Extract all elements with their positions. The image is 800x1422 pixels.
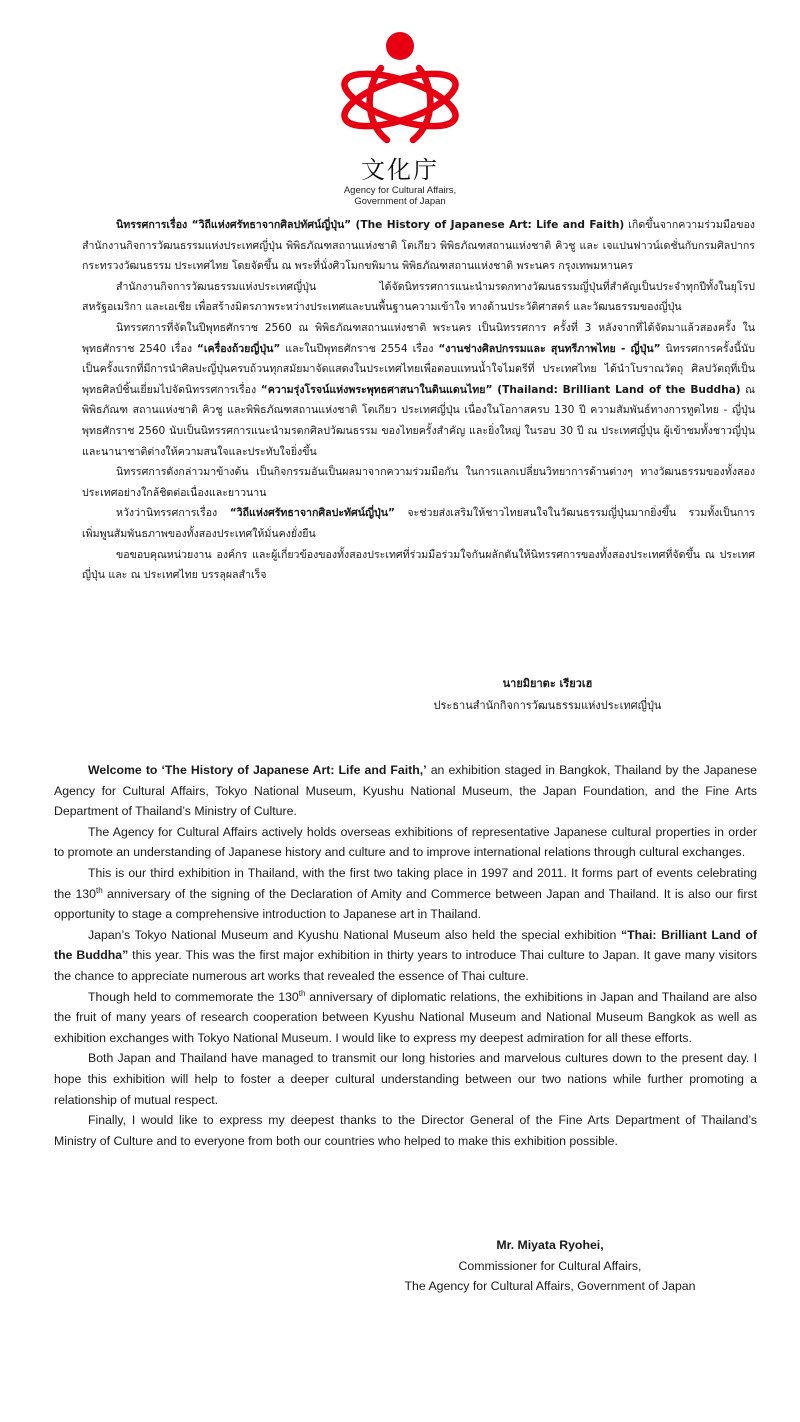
thai-paragraph-5 bbox=[82, 503, 755, 544]
thai-signature-title: ประธานสำนักกิจการวัฒนธรรมแห่งประเทศญี่ปุ่น bbox=[433, 699, 662, 712]
thai-bold-text: “เครื่องถ้วยญี่ปุ่น” bbox=[196, 342, 281, 355]
agency-logo bbox=[300, 28, 500, 207]
english-text: This is our third exhibition in Thailand, with the first two taking place in 1997 and 2011. It forms part of events celebrating the 130 bbox=[54, 865, 757, 901]
english-signature-title-1: Commissioner for Cultural Affairs, bbox=[458, 1258, 642, 1273]
english-message bbox=[54, 760, 757, 1151]
english-paragraph-1 bbox=[54, 760, 757, 822]
thai-text: หวังว่านิทรรศการเรื่อง bbox=[116, 507, 230, 520]
english-paragraph-3 bbox=[54, 863, 757, 925]
english-bold-title: Welcome to ‘The History of Japanese Art: Life and Faith,’ bbox=[88, 763, 427, 777]
thai-text: นิทรรศการครั้งนี้นับเป็นครั้งแรกที่มีการนำศิลปะญี่ปุ่นครบถ้วนทุกสมัยมาจัดแสดงในประเทศไทยเพื่อตอบแทนน้ำใจไมตรีที่ ประเทศไทย ได้นำโบราณวัตถุ ศิลปวัตถุที่เป็นพุทธศิลป์ชิ้นเยี่ยมไปจัดนิทรรศการเรื่อง bbox=[82, 342, 755, 396]
english-paragraph-7: Finally, I would like to express my deepest thanks to the Director General of the Fine Arts Department of Thailand’s Ministry of Culture and to everyone from both our countries who helped to make this exhibition possible. bbox=[54, 1113, 757, 1148]
logo-english-line2: Government of Japan bbox=[354, 196, 446, 207]
thai-bold-text: “วิถีแห่งศรัทธาจากศิลปะทัศน์ญี่ปุ่น” bbox=[229, 507, 395, 520]
thai-paragraph-3 bbox=[82, 318, 755, 462]
thai-text: ณ พิพิธภัณฑ สถานแห่งชาติ คิวชู และพิพิธภัณฑสถานแห่งชาติ โตเกียว ประเทศญี่ปุ่น เนื่องในโอกาสครบ 130 ปี ความสัมพันธ์ทางการทูตไทย - ญี่ปุ่น พุทธศักราช 2560 นับเป็นนิทรรศการแนะนำมรดกศิลปวัฒนธรรม ของไทยครั้งสำคัญ และยิ่งใหญ่ ในรอบ 30 ปี ณ ประเทศญี่ปุ่น ผู้เข้าชมทั้งชาวญี่ปุ่นและนานาชาติต่างให้ความสนใจและประทับใจยิ่งขึ้น bbox=[82, 383, 756, 458]
thai-paragraph-1 bbox=[82, 215, 755, 277]
english-paragraph-5 bbox=[54, 987, 757, 1049]
english-paragraph-4 bbox=[54, 925, 757, 987]
thai-bold-text: “ความรุ่งโรจน์แห่งพระพุทธศาสนาในดินแดนไทย” (Thailand: Brilliant Land of the Buddha) bbox=[260, 383, 741, 396]
thai-bold-title: นิทรรศการเรื่อง “วิถีแห่งศรัทธาจากศิลปทัศน์ญี่ปุ่น” (The History of Japanese Art: Life and Faith) bbox=[116, 219, 625, 231]
thai-signature bbox=[400, 673, 695, 717]
logo-english-line1: Agency for Cultural Affairs, bbox=[343, 185, 457, 196]
logo-kanji-text: 文化庁 bbox=[361, 156, 439, 184]
thai-text: เกิดขึ้นจากความร่วมมือของสำนักงานกิจการวัฒนธรรมแห่งประเทศญี่ปุ่น พิพิธภัณฑสถานแห่งชาติ โตเกียว พิพิธภัณฑสถานแห่งชาติ คิวชู และ เจแปนฟาวน์เดชั่นกับกรมศิลปากร กระทรวงวัฒนธรรม ประเทศไทย โดยจัดขึ้น ณ พระที่นั่งศิวโมกขพิมาน พิพิธภัณฑสถานแห่งชาติ พระนคร กรุงเทพมหานคร bbox=[82, 219, 755, 273]
english-text: Japan’s Tokyo National Museum and Kyushu National Museum also held the special exhibition bbox=[88, 927, 621, 942]
thai-text: จะช่วยส่งเสริมให้ชาวไทยสนใจในวัฒนธรรมญี่ปุ่นมากยิ่งขึ้น รวมทั้งเป็นการเพิ่มพูนสัมพันธภาพของทั้งสองประเทศให้มั่นคงยั่งยืน bbox=[82, 507, 755, 540]
english-paragraph-6: Both Japan and Thailand have managed to transmit our long histories and marvelous cultures down to the present day. I hope this exhibition will help to foster a deeper cultural understanding between our two nations while further promoting a relationship of mutual respect. bbox=[54, 1051, 757, 1107]
thai-signature-name: นายมิยาตะ เรียวเฮ bbox=[502, 677, 593, 690]
english-signature-name: Mr. Miyata Ryohei, bbox=[496, 1238, 604, 1252]
english-text: Though held to commemorate the 130 bbox=[88, 989, 299, 1004]
english-text: anniversary of the signing of the Declaration of Amity and Commerce between Japan and Thailand. It is also our first opportunity to stage a comprehensive introduction to Japanese art in Thailand. bbox=[54, 886, 758, 922]
thai-text: และในปีพุทธศักราช 2554 เรื่อง bbox=[280, 342, 439, 355]
ordinal-suffix: th bbox=[298, 988, 306, 998]
thai-bold-text: “งานช่างศิลปกรรมและ สุนทรีภาพไทย - ญี่ปุ่น” bbox=[438, 342, 661, 355]
english-text: anniversary of diplomatic relations, the exhibitions in Japan and Thailand are also the fruit of many years of research cooperation between Kyushu National Museum and National Museum Bangkok as well as exhibition exchanges with Tokyo National Museum. I would like to express my deepest admiration for all these efforts. bbox=[54, 989, 757, 1045]
english-signature-title-2: The Agency for Cultural Affairs, Government of Japan bbox=[404, 1279, 696, 1293]
english-paragraph-2: The Agency for Cultural Affairs actively holds overseas exhibitions of representative Japanese cultural properties in order to promote an understanding of Japanese history and culture and to improve international relations through cultural exchanges. bbox=[54, 824, 757, 860]
english-text: this year. This was the first major exhibition in thirty years to introduce Thai culture to Japan. It gave many visitors the chance to appreciate numerous art works that revealed the essence of Thai culture. bbox=[54, 948, 758, 983]
english-text: an exhibition staged in Bangkok, Thailand by the Japanese Agency for Cultural Affairs, Tokyo National Museum, Kyushu National Museum, the Japan Foundation, and the Fine Arts Department of Thailand’s Ministry of Culture. bbox=[54, 763, 757, 819]
agency-emblem-icon bbox=[335, 28, 465, 148]
thai-paragraph-4: นิทรรศการดังกล่าวมาข้างต้น เป็นกิจกรรมอันเป็นผลมาจากความร่วมมือกัน ในการแลกเปลี่ยนวิทยาการด้านต่างๆ ทางวัฒนธรรมของทั้งสองประเทศอย่างใกล้ชิดต่อเนื่องและยาวนาน bbox=[82, 466, 755, 499]
ordinal-suffix: th bbox=[95, 885, 103, 895]
english-bold-text: “Thai: Brilliant Land of the Buddha” bbox=[54, 927, 758, 963]
thai-paragraph-6: ขอขอบคุณหน่วยงาน องค์กร และผู้เกี่ยวข้องของทั้งสองประเทศที่ร่วมมือร่วมใจกันผลักดันให้นิทรรศการของทั้งสองประเทศที่จัดขึ้น ณ ประเทศญี่ปุ่น และ ณ ประเทศไทย บรรลุผลสำเร็จ bbox=[82, 548, 755, 582]
thai-text: นิทรรศการที่จัดในปีพุทธศักราช 2560 ณ พิพิธภัณฑสถานแห่งชาติ พระนคร เป็นนิทรรศการ ครั้งที่ 3 หลังจากที่ได้จัดมาแล้วสองครั้ง ในพุทธศักราช 2540 เรื่อง bbox=[82, 321, 755, 355]
thai-message bbox=[82, 215, 755, 586]
english-signature bbox=[380, 1235, 720, 1297]
thai-paragraph-2: สำนักงานกิจการวัฒนธรรมแห่งประเทศญี่ปุ่น ได้จัดนิทรรศการแนะนำมรดกทางวัฒนธรรมญี่ปุ่นที่สำคัญเป็นประจำทุกปีทั้งในยุโรป สหรัฐอเมริกา และเอเชีย เพื่อสร้างมิตรภาพระหว่างประเทศและบนพื้นฐานความเข้าใจ ทางด้านประวัติศาสตร์ และวัฒนธรรมของญี่ปุ่น bbox=[82, 280, 755, 314]
